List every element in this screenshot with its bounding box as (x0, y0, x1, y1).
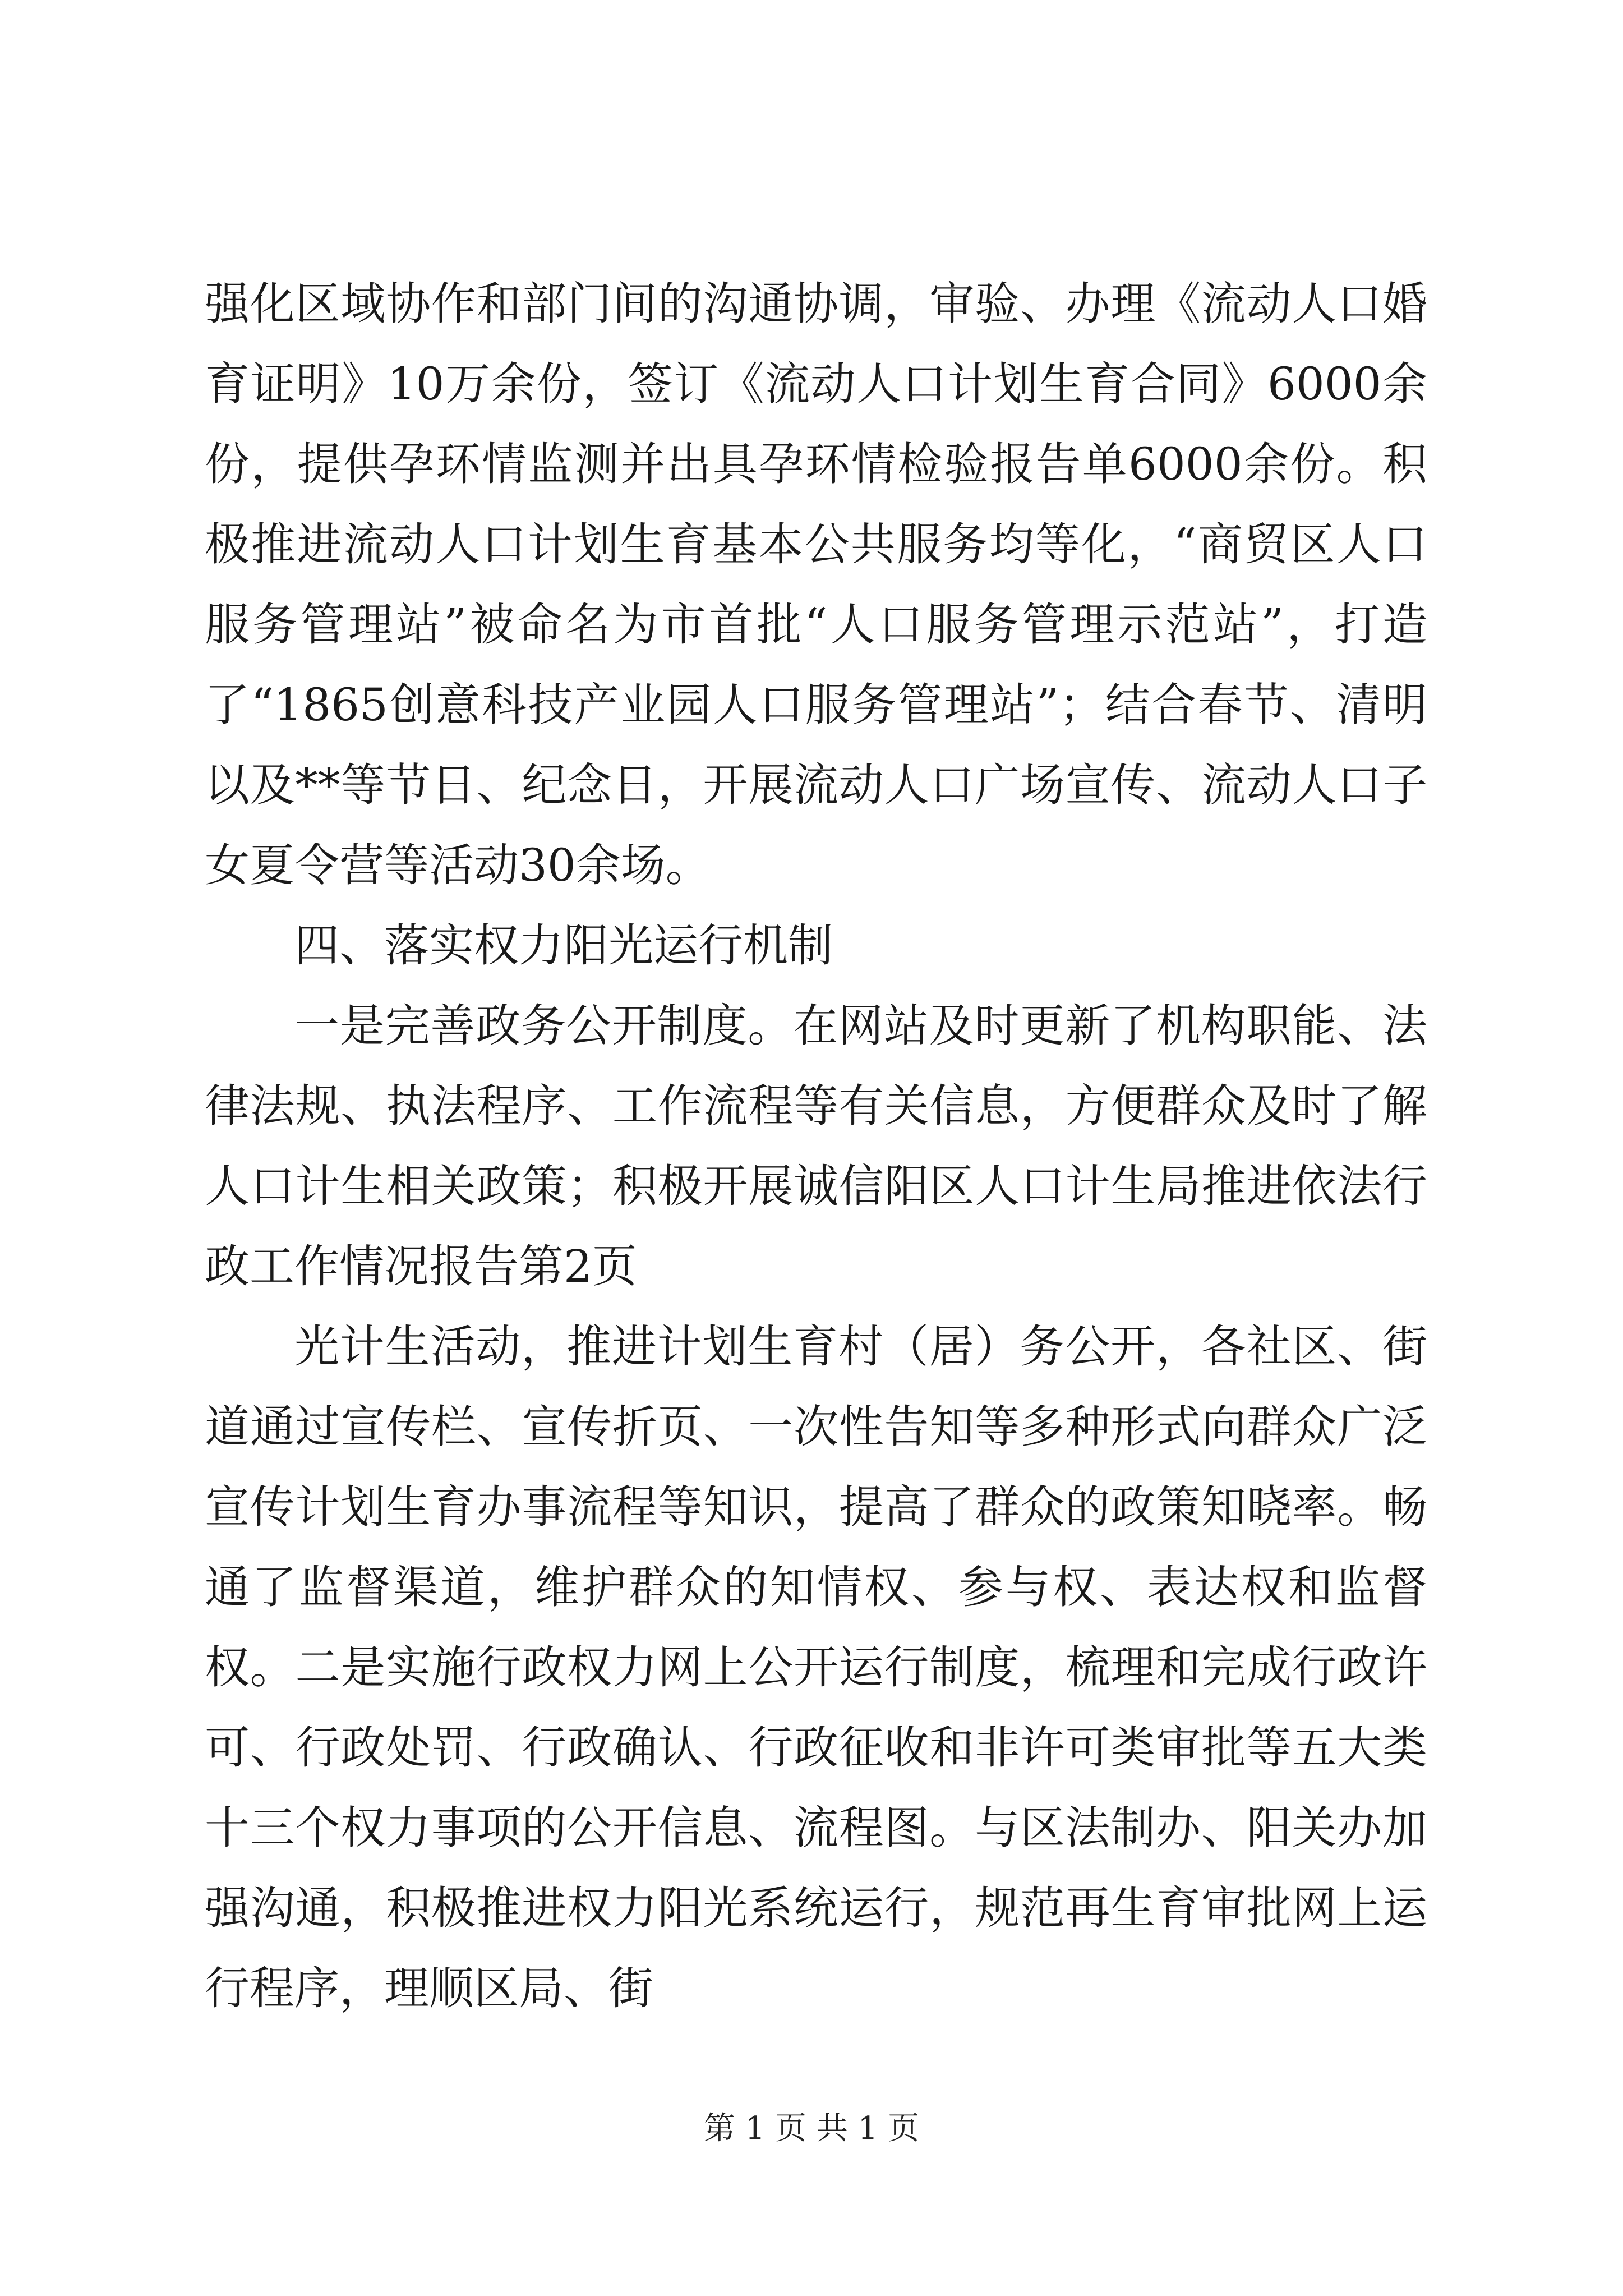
section-heading: 四、落实权力阳光运行机制 (294, 919, 833, 972)
document-body (205, 264, 1427, 2028)
paragraph: 一是完善政务公开制度。在网站及时更新了机构职能、法律法规、执法程序、工作流程等有关信息，方便群众及时了解人口计生相关政策；积极开展诚信阳区人口计生局推进依法行政工作情况报告第2页 (205, 1000, 1427, 1292)
page-footer: 第 1 页 共 1 页 (703, 2110, 920, 2147)
paragraph: 光计生活动，推进计划生育村（居）务公开，各社区、街道通过宣传栏、宣传折页、一次性告知等多种形式向群众广泛宣传计划生育办事流程等知识，提高了群众的政策知晓率。畅通了监督渠道，维护群众的知情权、参与权、表达权和监督权。二是实施行政权力网上公开运行制度，梳理和完成行政许可、行政处罚、行政确认、行政征收和非许可类审批等五大类十三个权力事项的公开信息、流程图。与区法制办、阳关办加强沟通，积极推进权力阳光系统运行，规范再生育审批网上运行程序，理顺区局、街 (205, 1320, 1427, 2014)
paragraph-continued: 强化区域协作和部门间的沟通协调，审验、办理《流动人口婚育证明》10万余份，签订《流动人口计划生育合同》6000余份，提供孕环情监测并出具孕环情检验报告单6000余份。积极推进流动人口计划生育基本公共服务均等化，“商贸区人口服务管理站”被命名为市首批“人口服务管理示范站”，打造了“1865创意科技产业园人口服务管理站”；结合春节、清明以及**等节日、纪念日，开展流动人口广场宣传、流动人口子女夏令营等活动30余场。 (205, 278, 1427, 891)
